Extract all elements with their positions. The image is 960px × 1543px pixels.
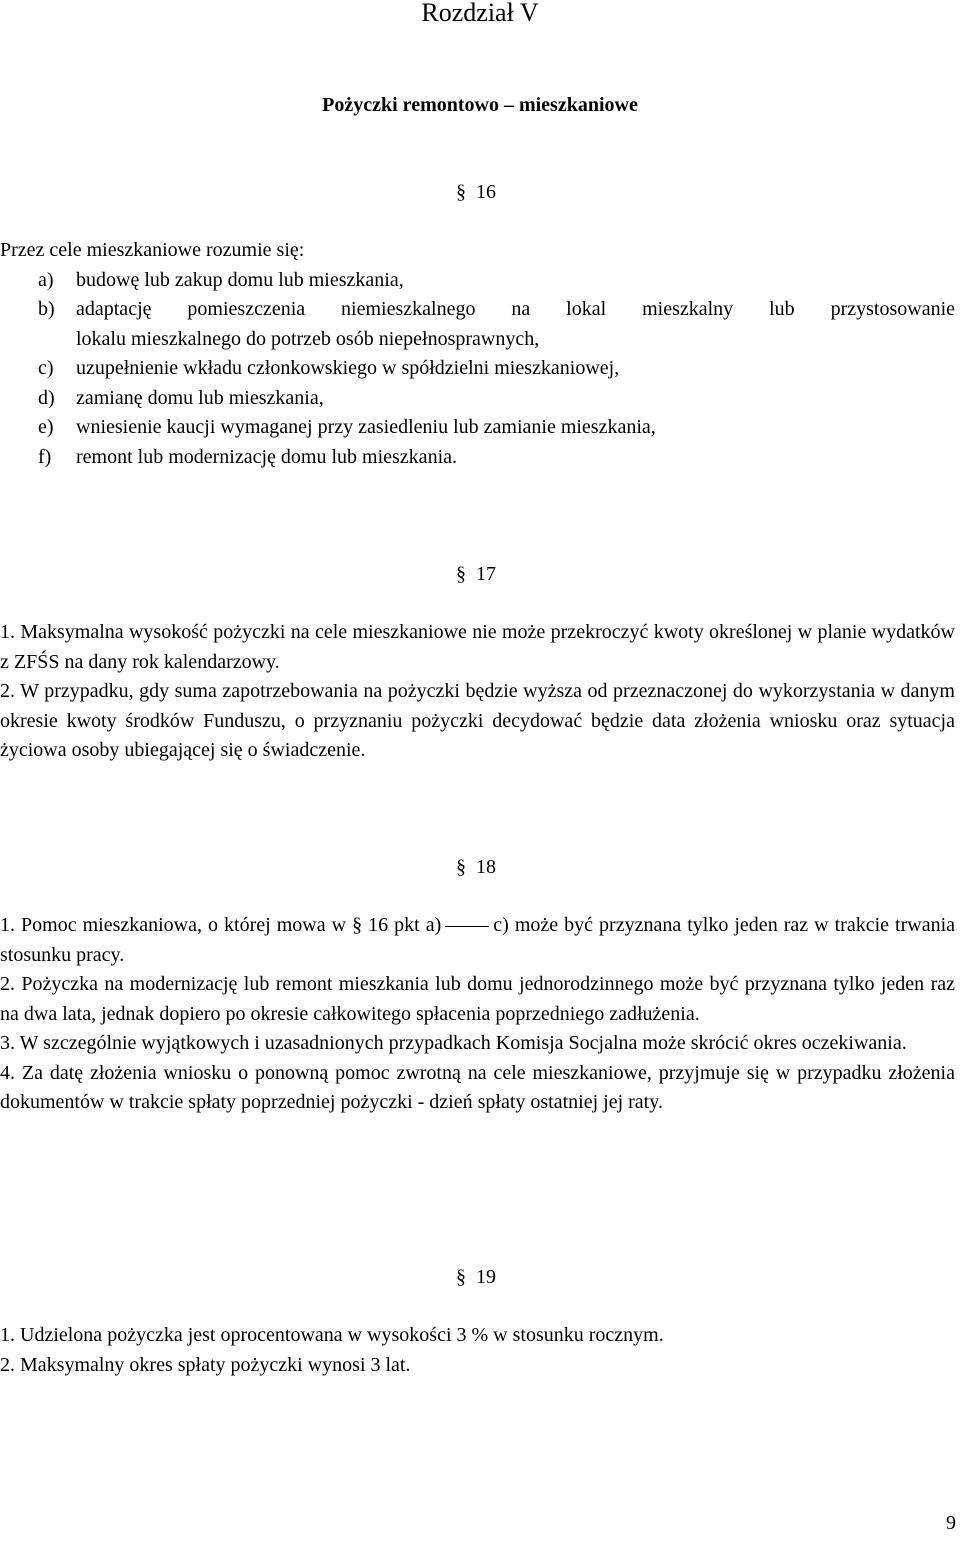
list-item: a) budowę lub zakup domu lub mieszkania,: [38, 268, 404, 291]
section-symbol: §: [352, 914, 363, 936]
section-symbol: §: [456, 856, 466, 878]
section-17-body: [0, 618, 955, 766]
paragraph: 2. Pożyczka na modernizację lub remont mieszkania lub domu jednorodzinnego może być przyznana tylko jeden raz na dwa lata, jednak dopiero po okresie całkowitego spłacenia poprzedniego zadłużenia.: [0, 973, 955, 1025]
paragraph: 2. W przypadku, gdy suma zapotrzebowania na pożyczki będzie wyższa od przeznaczonej do wykorzystania w danym okresie kwoty środków Funduszu, o przyznaniu pożyczki decydować będzie data złożenia wniosku oraz sytuacja życiowa osoby ubiegającej się o świadczenie.: [0, 680, 955, 761]
section-symbol: §: [456, 181, 466, 203]
section-symbol: §: [456, 1266, 466, 1288]
list-item: c) uzupełnienie wkładu członkowskiego w spółdzielni mieszkaniowej,: [38, 357, 620, 379]
list-item: b) adaptację pomieszczenia niemieszkalnego na lokal mieszkalny lub przystosowanie: [38, 298, 955, 320]
section-16-heading: [456, 178, 496, 208]
section-number: 18: [476, 856, 496, 878]
dash-line: [445, 926, 489, 927]
chapter-title: Pożyczki remontowo – mieszkaniowe: [322, 94, 638, 116]
page-number: 9: [946, 1512, 956, 1534]
paragraph: 4. Za datę złożenia wniosku o ponowną pomoc zwrotną na cele mieszkaniowe, przyjmuje się w przypadku złożenia dokumentów w trakcie spłaty poprzedniej pożyczki - dzień spłaty ostatniej jej raty.: [0, 1061, 955, 1113]
paragraph: 2. Maksymalny okres spłaty pożyczki wynosi 3 lat.: [0, 1353, 411, 1376]
section-16-intro: Przez cele mieszkaniowe rozumie się:: [0, 239, 305, 261]
section-number: 19: [476, 1266, 496, 1288]
paragraph: 3. W szczególnie wyjątkowych i uzasadnionych przypadkach Komisja Socjalna może skrócić okres oczekiwania.: [0, 1032, 907, 1054]
section-19-body: [0, 1321, 955, 1380]
section-18-heading: [456, 853, 496, 883]
list-item: lokalu mieszkalnego do potrzeb osób niepełnosprawnych,: [76, 327, 540, 350]
section-17-heading: [456, 560, 496, 590]
list-item: e) wniesienie kaucji wymaganej przy zasiedleniu lub zamianie mieszkania,: [38, 416, 656, 438]
chapter-heading: Rozdział V: [421, 0, 539, 27]
paragraph: 1. Pomoc mieszkaniowa, o której mowa w § 16 pkt a) c) może być przyznana tylko jeden raz w trakcie trwania stosunku pracy.: [0, 914, 956, 966]
section-number: 17: [476, 563, 496, 585]
list-item: f) remont lub modernizację domu lub mieszkania.: [38, 445, 457, 468]
section-18-body: [0, 911, 955, 1118]
paragraph: 1. Maksymalna wysokość pożyczki na cele mieszkaniowe nie może przekroczyć kwoty określonej w planie wydatków z ZFŚS na dany rok kalendarzowy.: [0, 621, 955, 673]
list-item: d) zamianę domu lub mieszkania,: [38, 386, 324, 409]
section-number: 16: [476, 181, 496, 203]
section-19-heading: [456, 1263, 496, 1293]
section-symbol: §: [456, 563, 466, 585]
section-16-body: [0, 236, 955, 472]
paragraph: 1. Udzielona pożyczka jest oprocentowana w wysokości 3 % w stosunku rocznym.: [0, 1324, 664, 1346]
